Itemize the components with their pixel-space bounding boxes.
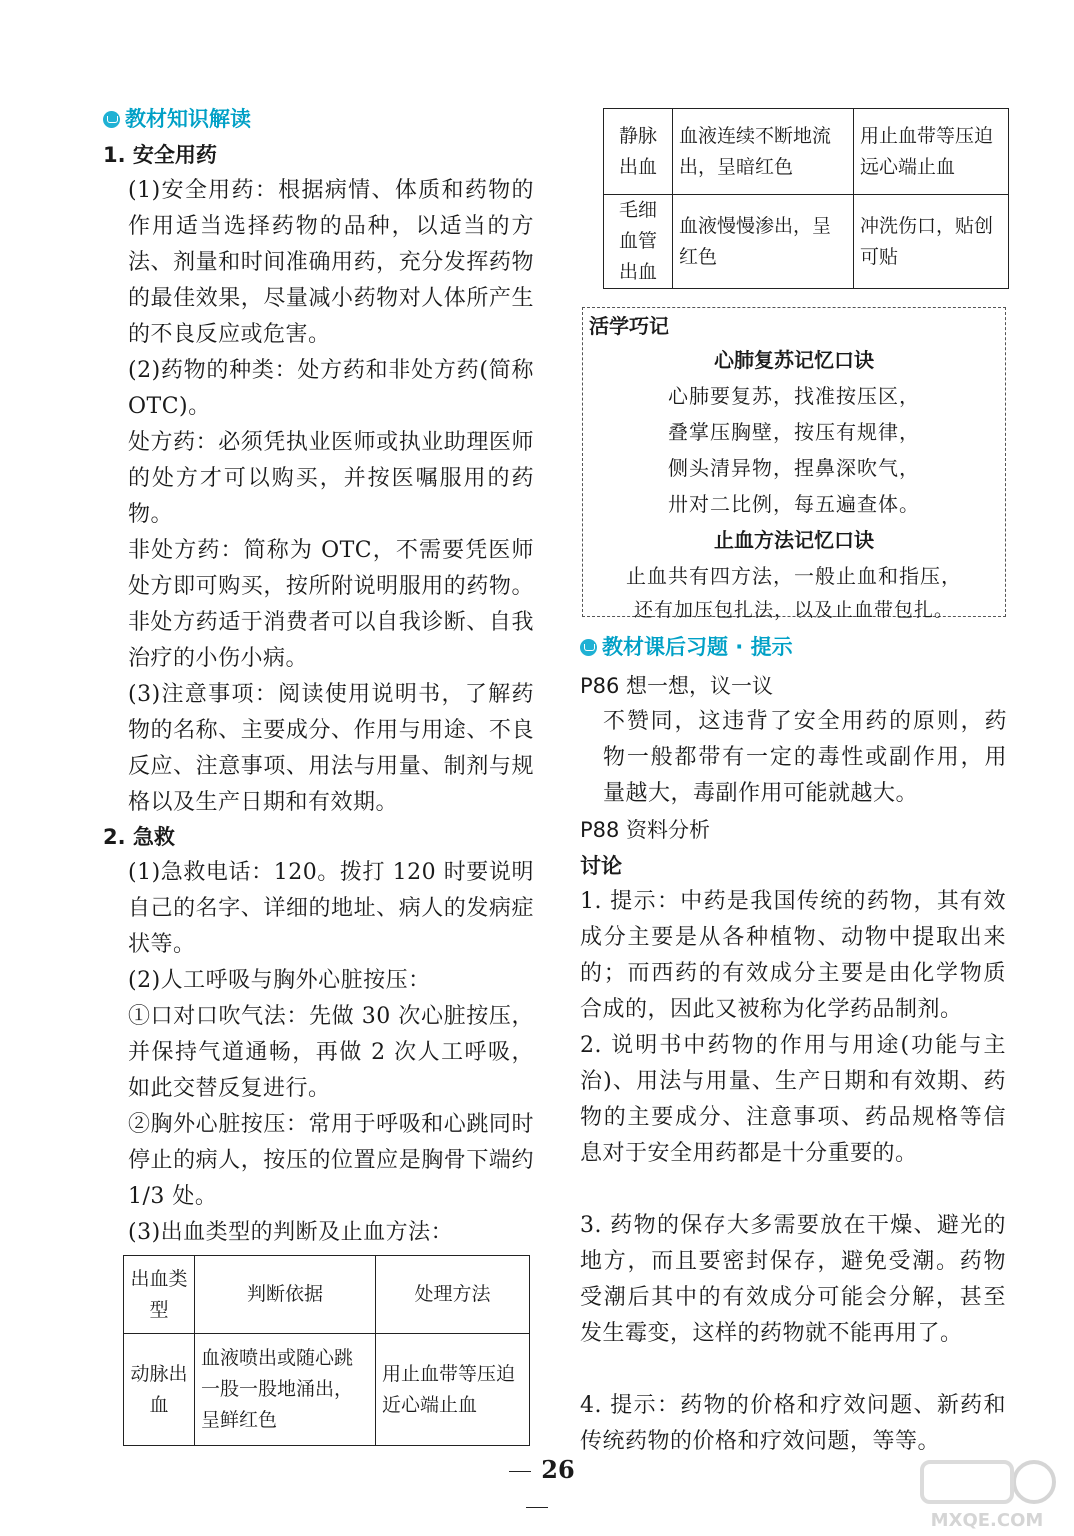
watermark-text: MXQE.COM bbox=[930, 1510, 1044, 1531]
paragraph-drug-types: (2)药物的种类：处方药和非处方药(简称 OTC)。 bbox=[128, 358, 534, 419]
memory-title-cpr: 心肺复苏记忆口诀 bbox=[714, 348, 874, 372]
table-header-cell: 出血类型 bbox=[124, 1256, 195, 1334]
section-heading-text: 教材知识解读 bbox=[125, 107, 251, 131]
table-cell: 用止血带等压迫近心端止血 bbox=[376, 1334, 530, 1446]
paragraph-prescription: 处方药：必须凭执业医师或执业助理医师的处方才可以购买，并按医嘱服用的药物。 bbox=[128, 430, 534, 527]
discussion-label: 讨论 bbox=[580, 854, 622, 878]
paragraph-safe-medication: (1)安全用药：根据病情、体质和药物的作用适当选择药物的品种，以适当的方法、剂量和时间准确用药，充分发挥药物的最佳效果，尽量减小药物对人体所产生的不良反应或危害。 bbox=[128, 178, 534, 347]
table-header-row bbox=[124, 1256, 530, 1334]
question-p86: P86 想一想，议一议 bbox=[580, 674, 774, 698]
section-heading-text: 教材课后习题 · 提示 bbox=[602, 635, 793, 659]
discussion-answer-1: 1. 提示：中药是我国传统的药物，其有效成分主要是从各种植物、动物中提取出来的；而西药的有效成分主要是由化学物质合成的，因此又被称为化学药品制剂。 bbox=[580, 889, 1006, 1022]
bleeding-table-part2 bbox=[603, 108, 1009, 289]
section-heading-exercises bbox=[580, 631, 793, 663]
section-badge-icon bbox=[580, 639, 597, 656]
memory-tips-tag: 活学巧记 bbox=[589, 314, 669, 338]
paragraph-emergency-call: (1)急救电话：120。拨打 120 时要说明自己的名字、详细的地址、病人的发病症状等。 bbox=[128, 860, 534, 957]
paragraph-bleeding-types: (3)出血类型的判断及止血方法： bbox=[128, 1220, 454, 1245]
answer-p86: 不赞同，这违背了安全用药的原则，药物一般都带有一定的毒性或副作用，用量越大，毒副作用可能就越大。 bbox=[603, 709, 1007, 806]
paragraph-otc: 非处方药：简称为 OTC，不需要凭医师处方即可购买，按所附说明服用的药物。非处方药适于消费者可以自我诊断、自我治疗的小伤小病。 bbox=[128, 538, 534, 671]
table-row bbox=[604, 109, 1009, 195]
table-row bbox=[124, 1334, 530, 1446]
page-dash-right bbox=[526, 1507, 548, 1509]
section-heading-knowledge bbox=[103, 103, 251, 135]
discussion-answer-4: 4. 提示：药物的价格和疗效问题、新药和传统药物的价格和疗效问题，等等。 bbox=[580, 1393, 1006, 1454]
paragraph-notes: (3)注意事项：阅读使用说明书，了解药物的名称、主要成分、作用与用途、不良反应、注意事项、用法与用量、制剂与规格以及生产日期和有效期。 bbox=[128, 682, 534, 815]
discussion-answer-3: 3. 药物的保存大多需要放在干燥、避光的地方，而且要密封保存，避免受潮。药物受潮后其中的有效成分可能会分解，甚至发生霉变，这样的药物就不能再用了。 bbox=[580, 1213, 1006, 1346]
table-cell: 血液喷出或随心跳一股一股地涌出，呈鲜红色 bbox=[195, 1334, 376, 1446]
bleeding-table-part1 bbox=[123, 1255, 530, 1446]
table-header-cell: 判断依据 bbox=[195, 1256, 376, 1334]
page-dash-left bbox=[509, 1471, 531, 1473]
paragraph-cpr-title: (2)人工呼吸与胸外心脏按压： bbox=[128, 968, 431, 993]
section-badge-icon bbox=[103, 111, 120, 128]
memory-line: 叠掌压胸壁，按压有规律， bbox=[668, 420, 920, 444]
discussion-answer-2: 2. 说明书中药物的作用与用途(功能与主治)、用法与用量、生产日期和有效期、药物的主要成分、注意事项、药品规格等信息对于安全用药都是十分重要的。 bbox=[580, 1033, 1006, 1166]
table-cell: 血液慢慢渗出，呈红色 bbox=[673, 195, 854, 289]
table-row bbox=[604, 195, 1009, 289]
watermark-logo bbox=[912, 1452, 1062, 1532]
question-p88: P88 资料分析 bbox=[580, 818, 711, 842]
memory-line: 侧头清异物，捏鼻深吹气， bbox=[668, 456, 920, 480]
paragraph-mouth-to-mouth: ①口对口吹气法：先做 30 次心脏按压，并保持气道通畅，再做 2 次人工呼吸，如此交替反复进行。 bbox=[128, 1004, 534, 1101]
heading-first-aid: 2. 急救 bbox=[103, 825, 175, 849]
table-cell: 毛细血管出血 bbox=[604, 195, 673, 289]
paragraph-chest-compression: ②胸外心脏按压：常用于呼吸和心跳同时停止的病人，按压的位置应是胸骨下端约 1/3 处。 bbox=[128, 1112, 534, 1209]
memory-title-bleeding: 止血方法记忆口诀 bbox=[714, 528, 874, 552]
memory-line: 止血共有四方法，一般止血和指压， bbox=[626, 564, 962, 588]
page-number bbox=[482, 1452, 592, 1524]
table-cell: 用止血带等压迫远心端止血 bbox=[854, 109, 1009, 195]
page-number-text: 26 bbox=[541, 1455, 575, 1484]
memory-line: 卅对二比例，每五遍查体。 bbox=[668, 492, 920, 516]
memory-line: 心肺要复苏，找准按压区， bbox=[668, 384, 920, 408]
table-cell: 冲洗伤口，贴创可贴 bbox=[854, 195, 1009, 289]
table-cell: 血液连续不断地流出，呈暗红色 bbox=[673, 109, 854, 195]
table-header-cell: 处理方法 bbox=[376, 1256, 530, 1334]
memory-tips-box bbox=[582, 307, 1006, 621]
memory-line: 还有加压包扎法，以及止血带包扎。 bbox=[633, 599, 954, 621]
table-cell: 静脉出血 bbox=[604, 109, 673, 195]
heading-safe-medication: 1. 安全用药 bbox=[103, 143, 217, 167]
table-cell: 动脉出血 bbox=[124, 1334, 195, 1446]
